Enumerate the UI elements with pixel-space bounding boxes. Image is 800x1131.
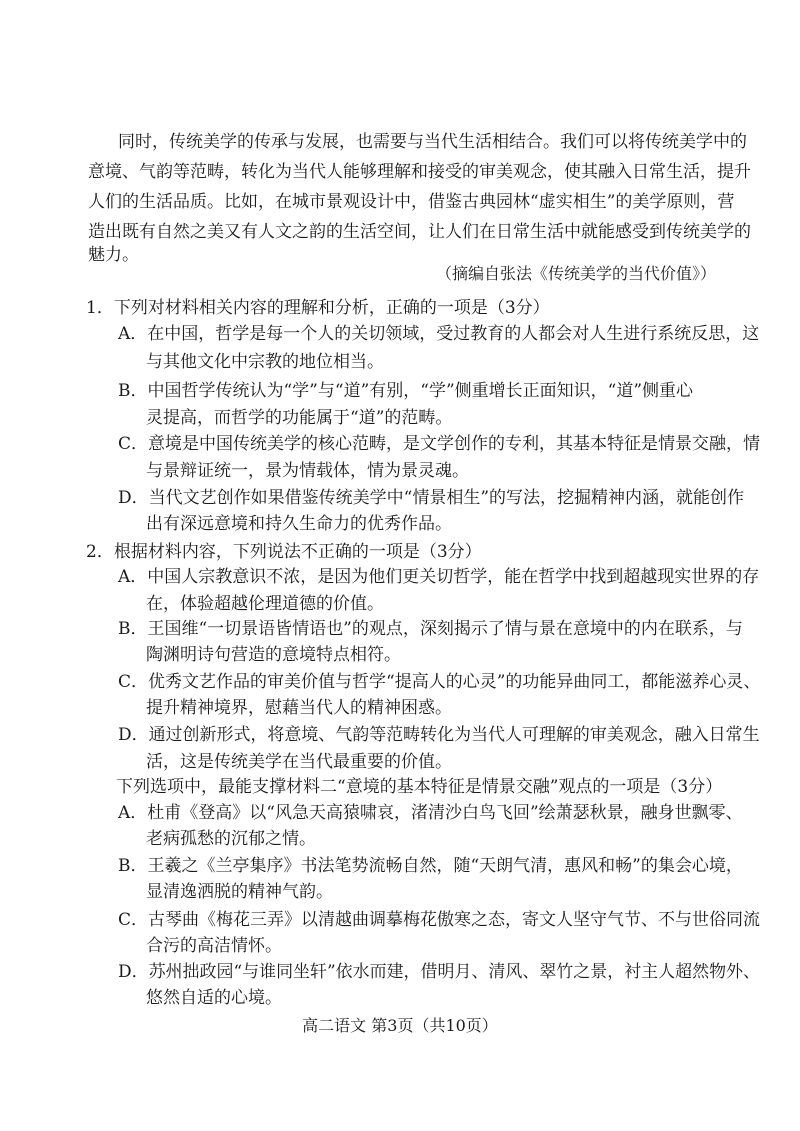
question-1-option-c-cont: 与景辩证统一，景为情载体，情为景灵魂。: [146, 461, 469, 481]
passage-source: （摘编自张法《传统美学的当代价值》）: [436, 264, 717, 283]
passage-line: 意境、气韵等范畴，转化为当代人能够理解和接受的审美观念，使其融入日常生活，提升: [88, 162, 751, 182]
question-2-option-a: A．中国人宗教意识不浓，是因为他们更关切哲学，能在哲学中找到超越现实世界的存: [118, 567, 760, 587]
passage-line: 魅力。: [88, 245, 139, 265]
question-1-option-d: D．当代文艺创作如果借鉴传统美学中“情景相生”的写法，挖掘精神内涵，就能创作: [118, 488, 745, 508]
question-3-option-a-cont: 老病孤愁的沉郁之情。: [146, 829, 316, 849]
question-1-option-b-cont: 灵提高，而哲学的功能属于“道”的范畴。: [146, 408, 453, 428]
question-3-option-c: C．古琴曲《梅花三弄》以清越曲调摹梅花傲寒之态，寄文人坚守气节、不与世俗同流: [118, 910, 761, 930]
question-1-option-d-cont: 出有深远意境和持久生命力的优秀作品。: [146, 514, 452, 534]
passage-line: 同时，传统美学的传承与发展，也需要与当代生活相结合。我们可以将传统美学中的: [118, 132, 747, 152]
question-3-option-a: A．杜甫《登高》以“风急天高猿啸哀，渚清沙白鸟飞回”绘萧瑟秋景，融身世飘零、: [118, 803, 743, 823]
question-2-option-b-cont: 陶渊明诗句营造的意境特点相符。: [146, 645, 401, 665]
question-1-option-a-cont: 与其他文化中宗教的地位相当。: [146, 352, 384, 372]
passage-line: 人们的生活品质。比如，在城市景观设计中，借鉴古典园林“虚实相生”的美学原则，营: [88, 192, 735, 212]
question-2-option-c: C．优秀文艺作品的审美价值与哲学“提高人的心灵”的功能异曲同工，都能滋养心灵、: [118, 672, 761, 692]
question-1-option-c: C．意境是中国传统美学的核心范畴，是文学创作的专利，其基本特征是情景交融，情: [118, 434, 761, 454]
question-2-option-a-cont: 在，体验超越伦理道德的价值。: [146, 594, 384, 614]
question-3-option-c-cont: 合污的高洁情怀。: [146, 936, 282, 956]
question-3-stem: 下列选项中，最能支撑材料二“意境的基本特征是情景交融”观点的一项是（3分）: [116, 777, 723, 797]
question-3-option-b: B．王羲之《兰亭集序》书法笔势流畅自然，随“天朗气清，惠风和畅”的集会心境，: [118, 856, 743, 876]
page-footer: 高二语文 第3页（共10页）: [302, 1016, 498, 1035]
question-2-option-c-cont: 提升精神境界，慰藉当代人的精神困惑。: [146, 698, 452, 718]
passage-line: 造出既有自然之美又有人文之韵的生活空间，让人们在日常生活中就能感受到传统美学的: [88, 222, 751, 242]
question-2-option-d-cont: 活，这是传统美学在当代最重要的价值。: [146, 752, 452, 772]
question-2-stem: 2．根据材料内容，下列说法不正确的一项是（3分）: [86, 542, 482, 562]
question-3-option-b-cont: 显清逸洒脱的精神气韵。: [146, 882, 333, 902]
question-1-option-b: B．中国哲学传统认为“学”与“道”有别，“学”侧重增长正面知识，“道”侧重心: [118, 381, 694, 401]
question-1-stem: 1．下列对材料相关内容的理解和分析，正确的一项是（3分）: [86, 298, 550, 318]
question-3-option-d: D．苏州拙政园“与谁同坐轩”依水而建，借明月、清风、翠竹之景，衬主人超然物外、: [118, 962, 760, 982]
question-3-option-d-cont: 悠然自适的心境。: [146, 988, 282, 1008]
question-2-option-d: D．通过创新形式，将意境、气韵等范畴转化为当代人可理解的审美观念，融入日常生: [118, 725, 760, 745]
question-1-option-a: A．在中国，哲学是每一个人的关切领域，受过教育的人都会对人生进行系统反思，这: [118, 324, 760, 344]
question-2-option-b: B．王国维“一切景语皆情语也”的观点，深刻揭示了情与景在意境中的内在联系，与: [118, 619, 743, 639]
